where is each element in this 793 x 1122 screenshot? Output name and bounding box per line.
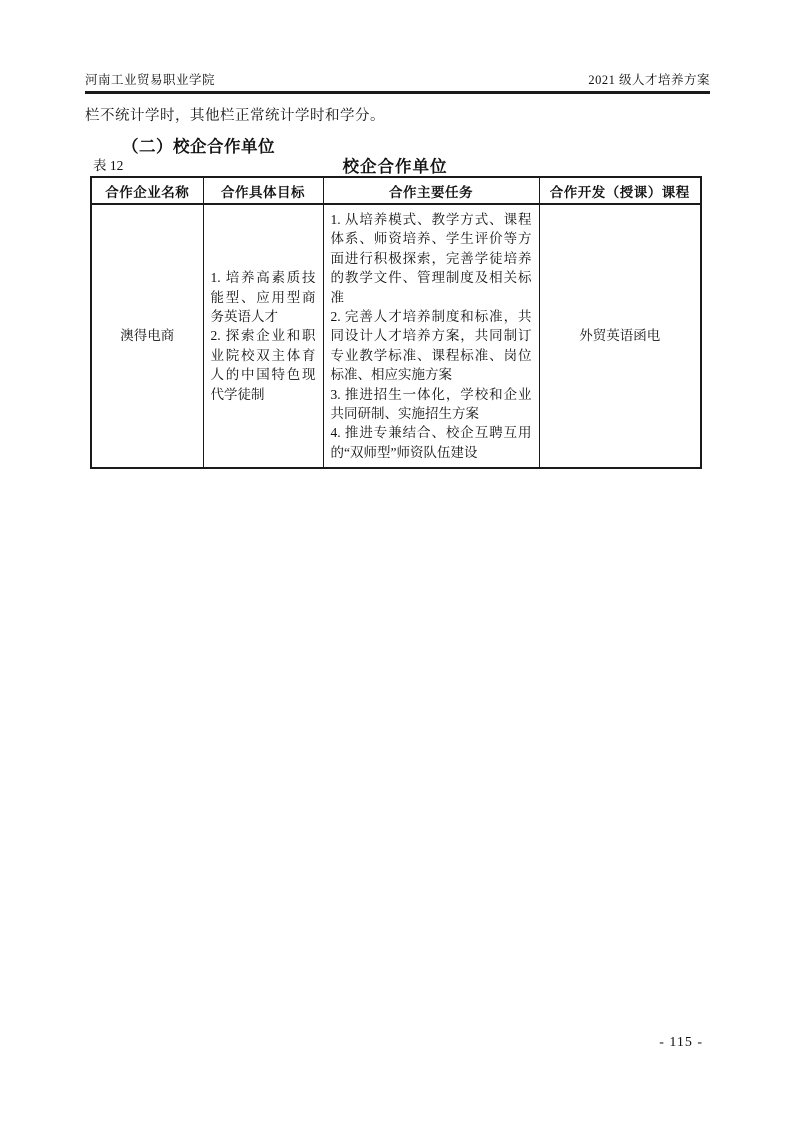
header-school-name: 河南工业贸易职业学院 [85,73,216,87]
page-header [85,70,710,94]
table-number-label: 表 12 [93,158,124,173]
column-header-goals: 合作具体目标 [203,177,323,204]
table-caption [90,153,700,175]
goal-item: 1. 培养高素质技能型、应用型商务英语人才 [210,270,316,325]
page-number: - 115 - [659,1035,703,1050]
goal-item: 2. 探索企业和职业院校双主体育人的中国特色现代学徒制 [210,328,316,402]
column-header-company: 合作企业名称 [91,177,203,204]
cell-courses: 外贸英语函电 [539,204,701,468]
cell-goals [203,204,323,468]
column-header-tasks: 合作主要任务 [323,177,539,204]
task-item: 2. 完善人才培养制度和标准，共同设计人才培养方案，共同制订专业教学标准、课程标准、岗位标准、相应实施方案 [330,309,532,383]
column-header-courses: 合作开发（授课）课程 [539,177,701,204]
body-paragraph: 栏不统计学时，其他栏正常统计学时和学分。 [85,108,385,124]
task-item: 3. 推进招生一体化，学校和企业共同研制、实施招生方案 [330,386,532,422]
cell-tasks [323,204,539,468]
header-plan-title: 2021 级人才培养方案 [588,73,710,87]
cooperation-table [90,176,702,469]
header-rule [85,91,710,94]
section-heading: （二）校企合作单位 [122,137,275,156]
table-row [91,204,701,468]
task-item: 1. 从培养模式、教学方式、课程体系、师资培养、学生评价等方面进行积极探索，完善学徒培养的教学文件、管理制度及相关标准 [330,212,532,305]
task-item: 4. 推进专兼结合、校企互聘互用的“双师型”师资队伍建设 [330,425,532,460]
table-header-row [91,177,701,204]
table-title: 校企合作单位 [342,157,448,176]
cell-company-name: 澳得电商 [91,204,203,468]
